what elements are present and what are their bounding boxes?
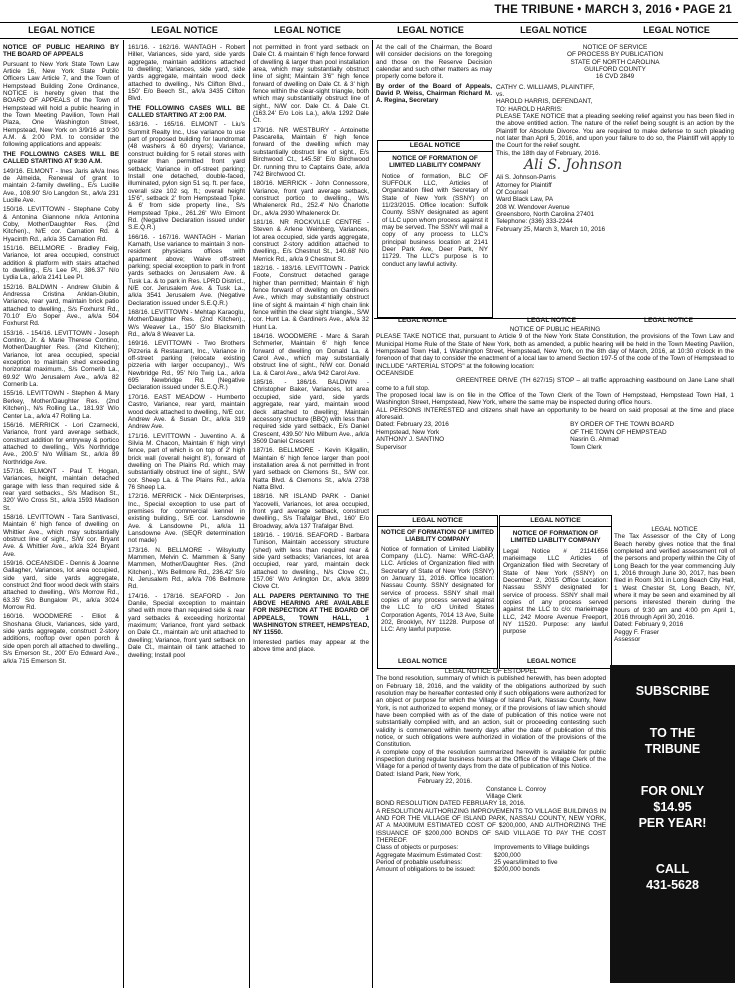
bond-row-key: Amount of obligations to be issued: <box>376 866 476 874</box>
estoppel-dated-2: February 22, 2016. <box>418 778 472 786</box>
clerk-name: Nasrin G. Ahmad <box>570 436 619 444</box>
subscribe-line-3: TRIBUNE <box>644 742 701 756</box>
order-line-1: BY ORDER OF THE TOWN BOARD <box>570 421 674 429</box>
case-entry: 149/16. ELMONT - Ines Jaris a/k/a Ines de Almeida, Renewal of grant to maintain 2-family dwelling., E/s Lucille Ave., 108.90' S/o Langdon St., a/k/a 231 Lucille Ave. <box>3 167 119 204</box>
column-rule <box>372 40 373 988</box>
case-entry: 166/16. - 167/16. WANTAGH - Marian Kamath, Use variance to maintain 3 non-resident physicians offices with apartment above; Waive off-street parking; special exception to park in front yards setbacks on Jerusalem Ave. & Tusk La. & to park in Res. LPRD District., N/E cor. Jerusalem Ave. & Tusk La., a/k/a 3541 Jerusalem Ave. (Negative Declaration issued under S.E.Q.R.) <box>128 233 245 307</box>
header-legal-notice-3: LEGAL NOTICE <box>274 25 341 35</box>
call-time: THE FOLLOWING CASES WILL BE CALLED STARTING AT 9:30 A.M. <box>3 150 119 166</box>
firm-telephone: Telephone: (336) 333-2244 <box>496 218 573 226</box>
llc-title: NOTICE OF FORMATION OF LIMITED LIABILITY COMPANY <box>381 529 494 544</box>
case-entry: 179/16. NR WESTBURY - Antoinette Pascarella, Maintain 6' high fence forward of the dwelling which may substantially obstruct line of sight., E/s Birchwood Ct., 145.58' E/o Birchwood Dr. running thru to Captains Gate, a/k/a 742 Birchwood Ct. <box>253 126 369 178</box>
attorney-counsel: Of Counsel <box>496 188 528 196</box>
llc-notice-wrc-gap <box>377 515 498 669</box>
case-entry: 160/16. WOODMERE - Elliot & Shoshana Gluck, Variances, side yard, side yards aggregate, construct 2-story additions, rooftop over open porch & side open porch all attached to dwelling., S/s Emerson St., 200' E/o Edward Ave., a/k/a 715 Emerson St. <box>3 613 119 665</box>
llc-notice-blc-of-suffolk <box>377 140 493 318</box>
bond-row-key: Class of objects or purposes: <box>376 844 459 852</box>
llc-body: Legal Notice # 21141656 marieimage LLC Articles of Organization filed with Secretary of State of New York (SSNY) on December 2, 2015 Office Location: Nassau SSNY designated for service of process. SSNY shall mail copies of any process served against the LLC to c/o: marieimage LLC, 242 Moore Avenue Freeport, NY 11520. Purpose: any lawful purpose <box>503 547 608 636</box>
public-hearing-notice <box>376 326 734 514</box>
case-entry: 173/16. N. BELLMORE - Wilsykutty Mammen, Melvin C. Mammen & Sany Mammen, Mother/Daughter Res. (2nd Kitchen)., W/s Bellmore Rd., 236.42' S/o N. Jerusalem Rd., a/k/a 706 Bellmore Rd. <box>128 546 245 591</box>
board-of-appeals-cases-2 <box>128 44 245 984</box>
subscribe-price: $14.95 <box>653 800 692 814</box>
board-of-appeals-notice <box>3 44 119 984</box>
board-order: By order of the Board of Appeals, David P. Weiss, Chairman Richard M. A. Regina, Secretary <box>376 82 492 105</box>
bond-row-value: $200,000 bonds <box>494 866 540 874</box>
estoppel-dated-1: Dated: Island Park, New York, <box>376 770 461 778</box>
header-legal-notice-4: LEGAL NOTICE <box>397 25 464 35</box>
notice-of-service <box>496 44 734 266</box>
estoppel-para-2: A complete copy of the resolution summarized herewith is available for public inspection during regular business hours at the Office of the Village Clerk of the Village for a period of twenty days from the date of publication of this Notice. <box>376 748 606 771</box>
header-legal-notice-2: LEGAL NOTICE <box>151 25 218 35</box>
firm-city: Greensboro, North Carolina 27401 <box>496 210 595 218</box>
case-entry: 180/16. MERRICK - John Connessore, Variance, front yard average setback, construct portico to dwelling., W/s Whalenerck Rd., 252.4' N/o Charlotte Dr., a/k/a 2930 Whalenerck Dr. <box>253 180 369 217</box>
attorney-signature: Ali S. Johnson <box>524 157 623 174</box>
subscribe-line-2: TO THE <box>649 726 696 740</box>
legal-notice-tag: LEGAL NOTICE <box>398 658 447 665</box>
service-title-1: NOTICE OF SERVICE <box>582 44 648 51</box>
case-entry: 155/16. LEVITTOWN - Stephen & Mary Berkey, Mother/Daughter Res. (2nd Kitchen)., N/s Rolling La., 181.93' W/o Center La., a/k/a 47 Rolling La. <box>3 390 119 420</box>
supervisor-title: Supervisor <box>376 443 407 451</box>
case-entry: 152/16. BALDWIN - Andrew Glubin & Andressa Cristina Anklan-Glubin, Variance, rear yard, maintain brick patio attached to dwelling., S/s Foxhurst Rd., 70.10' E/o Soper Ave., a/k/a 504 Foxhurst Rd. <box>3 283 119 328</box>
legal-notice-tag: LEGAL NOTICE <box>527 658 576 665</box>
llc-body: Notice of formation, BLC OF SUFFOLK LLC, Articles of Organization filed with Secretary of State of New York (SSNY) on 11/23/2015. Office location: Suffolk County. SSNY designated as agent of LLC upon whom process against it may be served. The SSNY will mail a copy of any process to LLC's principal business location at 2141 Deer Park Ave, Deer Park, NY 11729. The LLC's purpose is to conduct any lawful activity. <box>382 172 488 268</box>
case-entry: 169/16. LEVITTOWN - Two Brothers Pizzeria & Restaurant, Inc., Variance in off-street parking (relocate existing pizzeria with larger occupancy)., W/s Newbridge Rd., 95' N/o Twig La., a/k/a 695 Newbridge Rd. (Negative Declaration issued under S.E.Q.R.) <box>128 340 245 392</box>
bond-row-value: 25 years/limited to five <box>494 858 558 866</box>
bond-resolution-text: A RESOLUTION AUTHORIZING IMPROVEMENTS TO VILLAGE BUILDINGS IN AND FOR THE VILLAGE OF ISLAND PARK, NASSAU COUNTY, NEW YORK, AT A MAXIMUM ESTIMATED COST OF $200,000, AND AUTHORIZING THE ISSUANCE OF $200,000 BONDS OF SAID VILLAGE TO PAY THE COST THEREOF. <box>376 807 606 844</box>
case-entry: 170/16. EAST MEADOW - Humberto Castro, Variance, rear yard, maintain wood deck attached to dwelling., N/E cor. Andrew Ave. & Susan Dr., a/k/a 319 Andrew Ave. <box>128 393 245 431</box>
case-entry: 158/16. LEVITTOWN - Tara Santivasci, Maintain 6' high fence of dwelling on Whittier Ave., which may substantially obstruct line of sight., S/W cor. Bryant Ave. & Whittier Ave., a/k/a 324 Bryant Ave. <box>3 513 119 558</box>
case-entry: 188/16. NR ISLAND PARK - Daniel Yacovelli, Variances, lot area occupied, front yard average setback, construct dwelling., S/s Trafalgar Blvd., 160' E/o Broadway, a/k/a 137 Trafalgar Blvd. <box>253 493 369 530</box>
assessor-role: Assessor <box>614 636 641 644</box>
case-entry: 151/16. BELLMORE - Bradley Feig, Variance, lot area occupied, construct addition & platform with stairs attached to dwelling., E/s Lee Pl., 386.37' N/o Lydia La., a/k/a 2141 Lee Pl. <box>3 244 119 282</box>
service-case-number: 16 CVD 2849 <box>595 73 635 81</box>
hearing-dated: Dated: February 23, 2016 <box>376 421 449 429</box>
bond-row <box>376 852 606 859</box>
clerk-title: Town Clerk <box>570 443 602 451</box>
bond-row <box>376 859 606 866</box>
legal-notice-tag: LEGAL NOTICE <box>644 317 693 324</box>
case-entry: 187/16. BELLMORE - Kevin Kilgallin, Maintain 6' high fence larger than pool installation area & not permitted in front yard setback on Clemons St., S/W cor. Natta Blvd. & Clemons St., a/k/a 2738 Natta Blvd. <box>253 447 369 491</box>
assessor-dated: Dated: February 9, 2016 <box>614 621 684 629</box>
legal-notice-header-bar <box>0 22 738 39</box>
page-title: THE TRIBUNE • MARCH 3, 2016 • PAGE 21 <box>494 4 732 16</box>
case-entry: 159/16. OCEANSIDE - Dennis & Joanne Gallagher, Variances, lot area occupied, side yard, side yards aggregate, construct 2nd floor wood deck with stairs attached to dwelling., W/s Morrow Rd., 63.35' S/o Bungalow Pl., a/k/a 3024 Morrow Rd. <box>3 560 119 612</box>
header-legal-notice-1: LEGAL NOTICE <box>28 25 95 35</box>
header-legal-notice-5: LEGAL NOTICE <box>520 25 587 35</box>
estoppel-notice <box>376 668 606 986</box>
notice-intro: Pursuant to New York State Town Law Article 16, New York State Public Officers Law Article 7, and the Town of Hempstead Building Zone Ordinance, NOTICE is hereby given that the BOARD OF APPEALS of the Town of Hempstead will hold a public hearing in the Town Meeting Pavilion, Town Hall Plaza, One Washington Street, Hempstead, New York on 3/9/16 at 9:30 A.M. & 2:00 P.M. to consider the following applications and appeals: <box>3 60 119 149</box>
bond-row <box>376 866 606 873</box>
bond-row <box>376 844 606 851</box>
header-legal-notice-6: LEGAL NOTICE <box>643 25 710 35</box>
subscribe-line-6: PER YEAR! <box>638 816 707 830</box>
hearing-para-1: PLEASE TAKE NOTICE that, pursuant to Article 9 of the New York State Constitution, the provisions of the Town Law and Municipal Home Rule of the State of New York, both as amended, a public hearing will be held in the Town Meeting Pavilion, Hempstead Town Hall, 1 Washington Street, Hempstead, New York, on the 8th day of March, 2016, at 10:30 o'clock in the forenoon of that day to consider the enactment of a local law to amend Section 197-5 of the code of the Town of Hempstead to INCLUDE "ARTERIAL STOPS" at the following location: <box>376 333 734 370</box>
subscribe-line-1: SUBSCRIBE <box>635 684 710 698</box>
call-time: THE FOLLOWING CASES WILL BE CALLED STARTING AT 2:00 P.M. <box>128 104 245 120</box>
assessor-notice <box>614 526 735 662</box>
firm-name: Ward Black Law, PA <box>496 196 554 204</box>
service-dated: This, the 18th day of February, 2016. <box>496 149 601 157</box>
notice-heading: NOTICE OF PUBLIC HEARING BY THE BOARD OF APPEALS <box>3 44 119 59</box>
subscribe-line-4: FOR ONLY <box>640 784 705 798</box>
assessor-title: LEGAL NOTICE <box>651 526 698 533</box>
board-of-appeals-cases-3 <box>253 44 369 984</box>
legal-notice-tag: LEGAL NOTICE <box>378 516 497 527</box>
legal-notice-tag: LEGAL NOTICE <box>378 141 492 152</box>
service-to: TO: HAROLD HARRIS: <box>496 105 563 113</box>
estoppel-para-1: The bond resolution, summary of which is published herewith, has been adopted on February 18, 2016, and the validity of the obligations authorized by such resolution may be hereafter contested only if such obligations were authorized for an object or purpose for which the Village of Island Park, Nassau County, New York, is not authorized to expend money, or if the provisions of law which should have been complied with as of the date of publication of this notice were not substantially complied with, and an action, suit or proceeding contesting such validity is commenced within twenty days after the date of publication of this notice, or such obligations were authorized in violation of the provisions of the Constitution. <box>376 675 606 749</box>
case-entry: not permitted in front yard setback on Dale Ct. & maintain 6' high fence forward of dwelling & larger than pool installation area, which may substantially obstruct line of sight; Maintain 3'6" high fence forward of dwelling on Dale Ct. & 3' high fence within the clear-sight triangle, both which may substantially obstruct line of sight., N/W cor. Dale Ct. & Dale Ct. (163.24' E/o Lois La.), a/k/a 1292 Dale Ct. <box>253 44 369 125</box>
case-entry: 171/16. LEVITTOWN - Juventino A. & Silvia M. Chacon, Maintain 6' high vinyl fence, part of which is on top of 2' high brick wall (overall height 8'), forward of dwelling on The Plains Rd. which may substantially obstruct line of sight., S/W cor. Sheep La. & The Plains Rd., a/k/a 76 Sheep La. <box>128 432 245 491</box>
legal-notice-tag: LEGAL NOTICE <box>500 516 611 527</box>
hearing-location: OCEANSIDE <box>376 370 414 378</box>
llc-title: NOTICE OF FORMATION OF LIMITED LIABLITY COMPANY <box>510 530 601 545</box>
service-title-2: OF PROCESS BY PUBLICATION <box>567 51 663 59</box>
legal-notice-tag: LEGAL NOTICE <box>398 317 447 324</box>
llc-notice-marieimage <box>499 515 612 669</box>
bond-row-value: Improvements to Village buildings <box>494 844 590 852</box>
subscribe-phone: 431-5628 <box>646 878 699 892</box>
firm-address: 208 W. Wendover Avenue <box>496 203 570 211</box>
column-rule <box>123 40 124 988</box>
llc-body: Notice of formation of Limited Liability Company (LLC). Name: WRC-GAP, LLC. Articles of Organization filed with Secretary of State of New York (SSNY) on January 11, 2016. Office location: Nassau County. SSNY designated for service of process. SSNY shall mail copies of any process served against the LLC to c/O United States Corporation Agents, 7014 13 Ave, Suite 202, Brooklyn, NY 11228. Purpose of LLC: Any lawful purpose. <box>381 545 494 634</box>
case-entry: 157/16. ELMONT - Paul T. Hogan, Variances, height, maintain detached garage with less than required side & rear yard setbacks., S/s Madison St., 320' W/o Cross St., a/k/a 1593 Madison St. <box>3 467 119 512</box>
supervisor-name: ANTHONY J. SANTINO <box>376 436 445 444</box>
case-entry: 150/16. LEVITTOWN - Stephane Coby & Antonina Giannone n/k/a Antonina Coby, Mother/Daughter Res. (2nd Kitchen)., N/E cor. Carnation Rd. & Hyacinth Rd., a/k/a 35 Carnation Rd. <box>3 206 119 243</box>
hearing-location-detail: GREENTREE DRIVE (TH 627/15) STOP – all traffic approaching eastbound on Jane Lane shall come to a full stop. <box>376 377 734 392</box>
case-entry: 172/16. MERRICK - Nick DiEnterprises, Inc., Special exception to use part of premises for commercial kennel in existing building., S/E cor. Lansdowne Ave. & Lansdowne Pl., a/k/a 11 Lansdowne Ave. (SEQR determination not made) <box>128 493 245 545</box>
service-plaintiff: CATHY C. WILLIAMS, PLAINTIFF, <box>496 83 595 91</box>
assessor-body: The Tax Assessor of the City of Long Beach hereby gives notice that the final completed and verified assessment roll of the persons and property within the City of Long Beach for the year commencing July 1, 2016 through June 30, 2017, has been filed in Room 301 in Long Beach City Hall, 1 West Chester St, Long Beach, NY, where it may be seen and examined by all persons interested therein during the hours of 9:30 am and 4:00 pm April 1, 2016 through April 30, 2016. <box>614 533 735 622</box>
llc-title: NOTICE OF FORMATION OF LIMITED LIABILITY COMPANY <box>389 155 481 170</box>
service-title-4: GUILFORD COUNTY <box>584 66 646 74</box>
hearing-para-2: The proposed local law is on file in the Office of the Town Clerk of the Town of Hempstead, Hempstead Town Hall, 1 Washington Street, Hempstead, New York, where the same may be inspected during office hours. <box>376 392 734 407</box>
bond-row-value: $200,000 <box>494 851 521 859</box>
village-clerk-title: Village Clerk <box>486 792 522 800</box>
hearing-para-3: ALL PERSONS INTERESTED and citizens shall have an opportunity to be heard on said proposal at the time and place aforesaid. <box>376 406 734 422</box>
case-entry: 182/16. - 183/16. LEVITTOWN - Patrick Foote, Construct detached garage higher than permitted; Maintain 6' high fence forward of dwelling on Gardiners Ave., which may substantially obstruct line of sight & maintain 4' high chain link fence within the clear sight triangle., S/W cor. Hunt La. & Gardiners Ave., a/k/a 32 Hunt La. <box>253 264 369 331</box>
case-entry: 153/16. - 154/16. LEVITTOWN - Joseph Contino, Jr. & Marie Therese Contino, Mother/Daughter Res. (2nd Kitchen); Variance, lot area occupied, special exception to maintain shed exceeding horizontal maximum., S/s Cornerib La., 69.92' W/o Jerusalem Ave., a/k/a 82 Cornerib La. <box>3 329 119 389</box>
case-entry: 156/16. MERRICK - Lori Czarnecki, Variance, front yard average setback, construct addition for entryway & portico attached to dwelling., W/s Northridge Ave., 200.5' N/o William St., a/k/a 89 Northridge Ave. <box>3 421 119 466</box>
bond-row-key: Period of probable usefulness: <box>376 858 463 866</box>
case-entry: 163/16. - 165/16. ELMONT - Liu's Summit Realty Inc., Use variance to use part of proposed building for laundromat (48 washers & 60 dryers); Variance, construct building for 5 retail stores with greater than permitted front yard setback; Variance in off-street parking; Install one detached, double-faced, illuminated, pylon sign 51 sq. ft. per face, overall size 102 sq. ft.; overall height 15'6", setback 2' from Hempstead Tpke. & 6' from side property line., S/s Hempstead Tpke., 261.26' W/o Elmont Rd. (Negative Declaration issued under S.E.Q.R.) <box>128 121 245 232</box>
assessor-name: Peggy F. Fraser <box>614 628 660 636</box>
service-vs: vs. <box>496 91 505 99</box>
village-clerk-name: Constance L. Conroy <box>486 785 547 793</box>
case-entry: 161/16. - 162/16. WANTAGH - Robert Hiller, Variances, side yard, side yards aggregate, maintain additions attached to dwelling; Variances, side yard, side yards aggregate, maintain wood deck attached to dwelling., N/s Clifton Blvd., 150' E/o Beech St., a/k/a 3435 Clifton Blvd. <box>128 44 245 103</box>
chairman-text: At the call of the Chairman, the Board will consider decisions on the foregoing and those on the Reserve Decision calendar and such other matters as may properly come before it. <box>376 44 492 81</box>
board-continuation <box>376 44 492 136</box>
case-entry: 181/16. NR ROCKVILLE CENTRE - Steven & Arlene Weinberg, Variances, lot area occupied, side yards aggregate, construct 2-story addition attached to dwelling., E/s Chestnut St., 140.68' N/o Merrick Rd., a/k/a 9 Chestnut St. <box>253 218 369 263</box>
case-entry: 184/16. WOODMERE - Marc & Sarah Schmerler, Maintain 6' high fence forward of dwelling on Donald La. & Carol Ave., which may substantially obstruct line of sight., N/W cor. Donald La. & Carol Ave., a/k/a 942 Carol Ave. <box>253 333 369 377</box>
order-line-2: OF THE TOWN OF HEMPSTEAD <box>570 428 667 436</box>
closing-tail: Interested parties may appear at the above time and place. <box>253 638 369 654</box>
hearing-place: Hempstead, New York <box>376 428 440 436</box>
masthead <box>0 0 738 23</box>
estoppel-title: LEGAL NOTICE OF ESTOPPEL <box>444 668 538 675</box>
case-entry: 174/16. - 178/16. SEAFORD - Jon Danile, Special exception to maintain shed with more than required side & rear yard setbacks & exceeding horizontal maximum; Variance, front yard setback on Dale Ct., maintain a/c unit attached to dwelling; Variance, front yard setback on Dale Ct., maintain oil tank attached to dwelling; Install pool <box>128 592 245 659</box>
attorney-name: Ali S. Johnson-Parris <box>496 174 556 182</box>
bond-resolution-date: BOND RESOLUTION DATED FEBRUARY 18, 2016. <box>376 800 526 808</box>
publication-dates: February 25, March 3, March 10, 2016 <box>496 225 606 233</box>
column-rule <box>249 40 250 988</box>
attorney-role: Attorney for Plaintiff <box>496 181 552 189</box>
service-body: PLEASE TAKE NOTICE that a pleading seeking relief against you has been filed in the above entitled action. The nature of the relief being sought is an action by the Plaintiff for Absolute Divorce. You are required to make defense to such pleading not later than April 5, 2016, and upon your failure to do so, the Plaintiff will apply to the Court for the relief sought. <box>496 113 734 150</box>
service-defendant: HAROLD HARRIS, DEFENDANT, <box>496 98 593 106</box>
service-title-3: STATE OF NORTH CAROLINA <box>570 58 660 66</box>
subscribe-ad[interactable] <box>610 665 735 983</box>
subscribe-line-7: CALL <box>655 862 690 876</box>
case-entry: 168/16. LEVITTOWN - Mehtap Karaoglu, Mother/Daughter Res. (2nd Kitchen)., W/s Weaver La., 150' S/o Blacksmith Rd., a/k/a 8 Weaver La. <box>128 309 245 339</box>
case-entry: 185/16. - 186/16. BALDWIN - Christopher Baker, Variances, lot area occupied, side yard, side yards aggregate, rear yard, maintain wood deck attached to dwelling; Maintain accessory structure (BBQ) with less than required side yard setback., E/s Daniel Crescent, 439.50' N/o Milburn Ave., a/k/a 3509 Daniel Crescent <box>253 379 369 445</box>
legal-notice-tag: LEGAL NOTICE <box>527 317 576 324</box>
hearing-title: NOTICE OF PUBLIC HEARING <box>509 326 601 333</box>
case-entry: 189/16. - 190/16. SEAFORD - Barbara Tunison, Maintain accessory structure (shed) with less than required rear & side yard setbacks; Variances, lot area occupied, rear yard, maintain deck attached to dwelling., N/s Clove Ct., 157.06' W/o Arlington Dr., a/k/a 3899 Clove Ct. <box>253 532 369 591</box>
closing-statement: ALL PAPERS PERTAINING TO THE ABOVE HEARING ARE AVAILABLE FOR INSPECTION AT THE BOARD OF APPEALS, TOWN HALL, 1 WASHINGTON STREET, HEMPSTEAD, NY 11550. <box>253 592 369 637</box>
bond-row-key: Aggregate Maximum Estimated Cost: <box>376 851 482 859</box>
